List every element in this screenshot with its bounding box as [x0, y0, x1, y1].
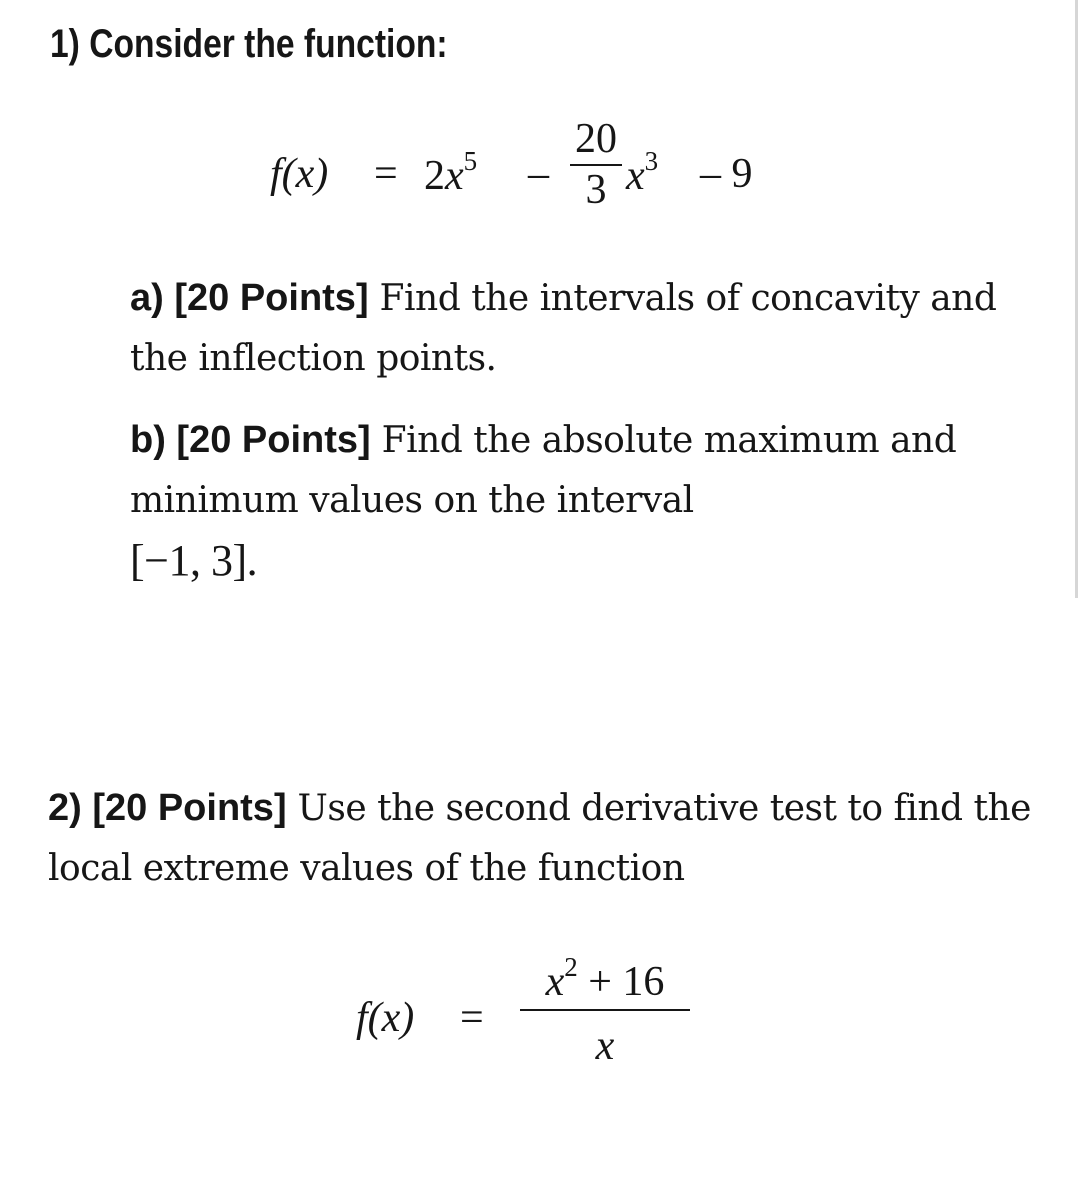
q1-part-a-label: a) [20 Points] — [130, 277, 369, 319]
q2-label: 2) [20 Points] — [48, 787, 287, 829]
q1-fraction-numerator: 20 — [575, 116, 617, 162]
question-2 — [48, 778, 1048, 899]
q1-equals: = — [374, 151, 398, 197]
q1-minus: – — [528, 151, 549, 197]
q1-period: . — [246, 536, 258, 585]
q1-term1: $2x^5$ — [424, 146, 478, 199]
q1-term2: $x^3$ — [626, 146, 659, 199]
question-1-heading: 1) Consider the function: — [50, 22, 448, 66]
q1-constant: – 9 — [700, 151, 753, 197]
q1-fraction — [570, 114, 622, 214]
q1-fraction-denominator: 3 — [585, 167, 607, 213]
q1-interval: [−1, 3] — [130, 536, 247, 585]
q2-text: Use the second derivative test to find the local extreme values of the function — [48, 788, 1031, 889]
q1-part-b-label: b) [20 Points] — [130, 419, 371, 461]
q2-equals: = — [460, 995, 484, 1041]
q1-function-lhs: f(x) — [270, 151, 329, 197]
q1-part-b-text: Find the absolute maximum and minimum values on the interval — [130, 420, 957, 521]
q1-part-a — [130, 268, 1030, 389]
q2-fraction — [520, 944, 690, 1081]
q2-function-lhs: f(x) — [356, 995, 415, 1041]
q1-function — [0, 0, 1080, 260]
q1-part-b — [130, 410, 1030, 594]
q2-numerator: $x^2 + 16$ — [545, 952, 665, 1005]
q2-function — [0, 900, 1080, 1100]
q2-denominator: x — [595, 1023, 615, 1069]
q1-part-a-text: Find the intervals of concavity and the inflection points. — [130, 278, 997, 379]
